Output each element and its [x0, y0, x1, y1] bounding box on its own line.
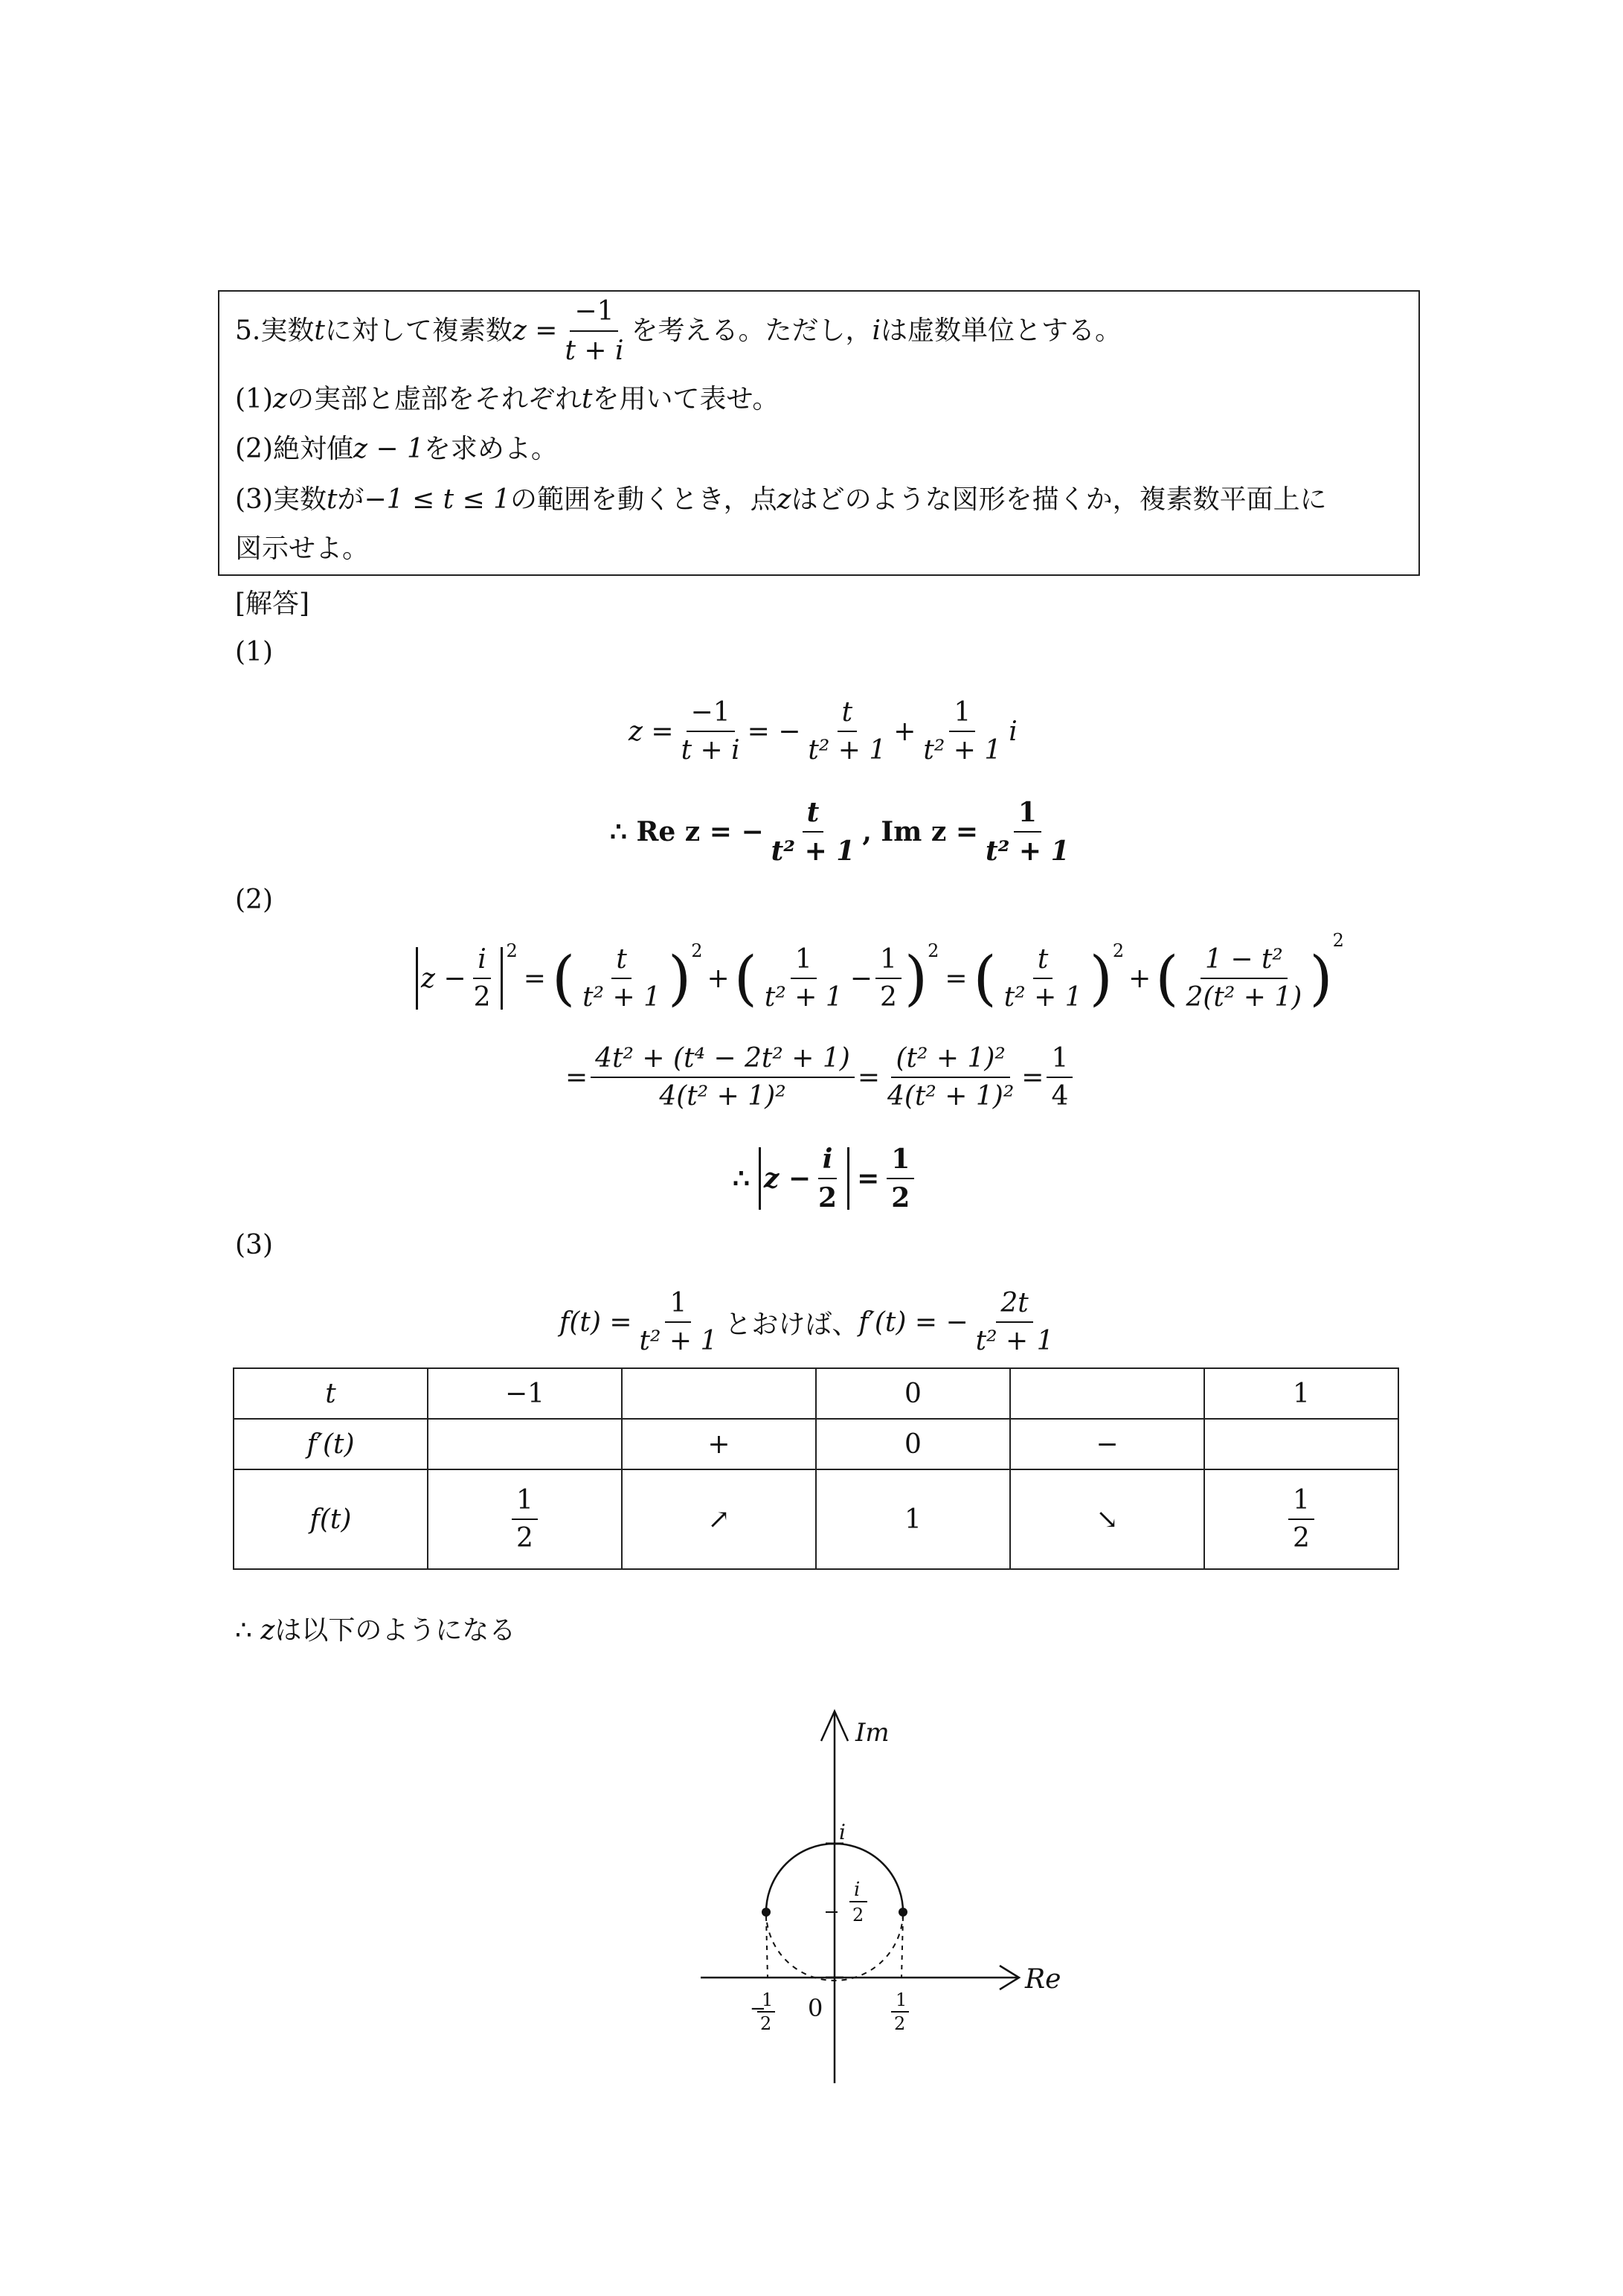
- table-cell: f′(t): [234, 1419, 428, 1469]
- fraction-denominator: 2: [879, 982, 897, 1013]
- part3-conclusion: [235, 1614, 515, 1646]
- fraction-numerator: (t² + 1)²: [891, 1043, 1009, 1078]
- table-cell: [428, 1469, 622, 1569]
- question-expr: z − 1: [353, 434, 424, 464]
- eq-lhs: f(t) =: [559, 1306, 632, 1338]
- fraction-denominator: 4(t² + 1)²: [887, 1081, 1015, 1112]
- eq-text: とおけば、: [724, 1309, 859, 1340]
- problem-number: 5.: [235, 315, 261, 347]
- var-t: t: [327, 484, 338, 515]
- question-text: を求めよ。: [423, 434, 558, 464]
- fraction: [1047, 1043, 1073, 1112]
- eq-operator: +: [1128, 963, 1151, 994]
- complex-plane-figure: [669, 1696, 1086, 2098]
- question-3-cont: [235, 533, 369, 565]
- label-neg-half-den: 2: [760, 2013, 772, 2034]
- part1-equation: [629, 690, 1018, 772]
- fraction-denominator: 4: [1051, 1081, 1069, 1112]
- fraction-denominator: t² + 1: [582, 982, 661, 1013]
- label-neg-half-num: 1: [762, 1989, 774, 2010]
- eq-operator: = −: [747, 716, 801, 747]
- fraction: [512, 1485, 538, 1553]
- fraction: [887, 1144, 914, 1213]
- answer-heading: [解答]: [235, 589, 310, 619]
- endpoint-dot: [762, 1908, 771, 1917]
- fraction-numerator: i: [818, 1144, 838, 1179]
- exponent: 2: [928, 940, 939, 961]
- question-2: [235, 433, 558, 465]
- table-row: [234, 1419, 1398, 1469]
- problem-text: 実数: [260, 315, 315, 347]
- abs-bar: [416, 947, 418, 1010]
- therefore-sign: ∴: [235, 1615, 252, 1646]
- conclusion-text: は以下のようになる: [274, 1615, 516, 1646]
- eq-operator: =: [1021, 1062, 1044, 1093]
- fraction: [803, 697, 890, 766]
- therefore-sign: ∴: [733, 1163, 750, 1194]
- label-i-half-num: i: [854, 1879, 861, 1901]
- label-pos-half-num: 1: [896, 1989, 907, 2010]
- table-cell-increasing-arrow: ↗: [622, 1469, 816, 1569]
- result-lhs: ∴ Re z = −: [610, 816, 764, 847]
- question-text: の範囲を動くとき，点: [510, 484, 777, 515]
- eq-operator: −: [849, 963, 872, 994]
- fraction-denominator: 2: [1293, 1523, 1310, 1553]
- exponent: 2: [691, 940, 703, 961]
- var-z-eq: z =: [512, 315, 558, 347]
- fraction-numerator: 4t² + (t⁴ − 2t² + 1): [591, 1043, 855, 1078]
- paren-close: ): [1309, 943, 1333, 1013]
- eq-term: z −: [421, 963, 466, 994]
- fraction: [760, 944, 847, 1013]
- question-1: [235, 383, 779, 415]
- fraction: [971, 1288, 1058, 1356]
- table-cell: [428, 1419, 622, 1469]
- var-t: t: [581, 384, 593, 414]
- fraction-numerator: −1: [570, 295, 618, 332]
- table-cell: 0: [816, 1368, 1010, 1419]
- abs-bar: [501, 947, 503, 1010]
- fraction-numerator: t: [1033, 944, 1052, 979]
- eq-operator: =: [523, 963, 546, 994]
- variation-table: [233, 1367, 1399, 1570]
- var-i: i: [1009, 716, 1018, 747]
- question-text: の実部と虚部をそれぞれ: [286, 384, 582, 414]
- exponent: 2: [506, 940, 518, 961]
- fraction-numerator: 1: [1014, 797, 1041, 833]
- fraction-denominator: t² + 1: [808, 735, 887, 766]
- part3-label: (3): [235, 1230, 273, 1260]
- fraction: [814, 1144, 841, 1213]
- paren-close: ): [668, 943, 692, 1013]
- fraction-numerator: 1: [949, 697, 975, 732]
- fraction-numerator: 1: [791, 944, 817, 979]
- endpoint-dot: [899, 1908, 907, 1917]
- paren-close: ): [1089, 943, 1113, 1013]
- axis-label-im: Im: [855, 1718, 890, 1748]
- label-neg-sign: −: [750, 1998, 766, 2020]
- question-text: が: [337, 484, 364, 515]
- fraction: [875, 944, 902, 1013]
- fraction: [919, 697, 1006, 766]
- fraction: [677, 697, 745, 766]
- part2-label: (2): [235, 885, 273, 915]
- fraction: [883, 1043, 1018, 1112]
- eq-operator: =: [565, 1062, 588, 1093]
- fraction-denominator: 2: [891, 1182, 910, 1213]
- table-row: [234, 1469, 1398, 1569]
- eq-term: z −: [763, 1163, 812, 1194]
- label-origin: 0: [808, 1994, 823, 2022]
- fraction-denominator: 2: [473, 982, 491, 1013]
- problem-text: に対して複素数: [324, 315, 512, 347]
- part2-line1: [413, 930, 1344, 1027]
- fraction: [578, 944, 665, 1013]
- question-text: を用いて表せ。: [592, 384, 780, 414]
- fraction-denominator: 4(t² + 1)²: [659, 1081, 786, 1112]
- fraction-numerator: 1: [512, 1485, 538, 1520]
- problem-text: を考える。ただし，: [631, 315, 872, 347]
- var-z: z: [260, 1615, 275, 1646]
- paren-open: (: [1155, 943, 1179, 1013]
- eq-operator: +: [707, 963, 730, 994]
- abs-bar: [759, 1147, 761, 1210]
- fraction-denominator: 2(t² + 1): [1186, 982, 1302, 1013]
- table-cell: [1204, 1469, 1398, 1569]
- fraction: [1181, 944, 1306, 1013]
- paren-open: (: [733, 943, 757, 1013]
- fraction-numerator: 2t: [996, 1288, 1032, 1323]
- fraction: [1288, 1485, 1314, 1553]
- fraction: [635, 1288, 722, 1356]
- fraction-numerator: 1: [1288, 1485, 1314, 1520]
- question-range: −1 ≤ t ≤ 1: [364, 484, 511, 515]
- question-text: はどのような図形を描くか，複素数平面上に: [791, 484, 1327, 515]
- table-cell: [622, 1368, 816, 1419]
- table-row: [234, 1368, 1398, 1419]
- eq-operator: =: [857, 1062, 880, 1093]
- part1-result: [610, 790, 1077, 873]
- fraction-denominator: 2: [818, 1182, 838, 1213]
- fraction-numerator: 1: [875, 944, 902, 979]
- table-cell: −: [1010, 1419, 1204, 1469]
- table-cell: −1: [428, 1368, 622, 1419]
- var-z: z: [777, 484, 791, 515]
- fraction-numerator: 1: [665, 1288, 691, 1323]
- fraction: [767, 797, 860, 867]
- fraction-denominator: t² + 1: [1003, 982, 1082, 1013]
- paren-open: (: [551, 943, 576, 1013]
- fraction: [469, 944, 495, 1013]
- problem-text: は虚数単位とする。: [881, 315, 1122, 347]
- question-text: (3)実数: [235, 484, 327, 515]
- fraction-numerator: t: [838, 697, 857, 732]
- fraction: [1000, 944, 1087, 1013]
- fraction-numerator: −1: [687, 697, 735, 732]
- fraction-numerator: t: [611, 944, 631, 979]
- question-text: 図示せよ。: [235, 533, 370, 564]
- question-3: [235, 484, 1327, 516]
- table-cell: [1204, 1419, 1398, 1469]
- eq-operator: =: [857, 1163, 880, 1194]
- fraction-denominator: t² + 1: [986, 836, 1070, 867]
- part2-line2: [565, 1036, 1076, 1119]
- question-label: (1): [235, 384, 273, 414]
- abs-bar: [847, 1147, 849, 1210]
- fraction-numerator: 1: [887, 1144, 914, 1179]
- part3-function: [559, 1281, 1061, 1363]
- label-i-half-den: 2: [852, 1905, 864, 1925]
- fraction-numerator: t: [803, 797, 824, 833]
- axis-label-re: Re: [1025, 1964, 1061, 1995]
- table-cell: f(t): [234, 1469, 428, 1569]
- result-mid: , Im z =: [862, 816, 978, 847]
- eq-operator: =: [945, 963, 968, 994]
- table-cell: [1010, 1368, 1204, 1419]
- table-cell: +: [622, 1419, 816, 1469]
- fraction-numerator: 1 − t²: [1201, 944, 1288, 979]
- fraction: [981, 797, 1074, 867]
- var-i: i: [872, 315, 881, 347]
- z-definition-fraction: [560, 295, 628, 367]
- part2-result: [733, 1137, 917, 1220]
- paren-close: ): [904, 943, 928, 1013]
- problem-statement: [235, 295, 1122, 366]
- var-t: t: [314, 315, 325, 347]
- fraction-denominator: t + i: [681, 735, 740, 766]
- table-cell: 0: [816, 1419, 1010, 1469]
- fraction-denominator: t² + 1: [923, 735, 1002, 766]
- fraction-denominator: t + i: [565, 336, 624, 366]
- exponent: 2: [1332, 930, 1344, 951]
- table-cell-decreasing-arrow: ↘: [1010, 1469, 1204, 1569]
- question-text: (2)絶対値: [235, 434, 353, 464]
- fraction-numerator: 1: [1047, 1043, 1073, 1078]
- exponent: 2: [1112, 940, 1125, 961]
- fraction-denominator: t² + 1: [975, 1326, 1054, 1356]
- eq-lhs: f′(t) = −: [858, 1306, 968, 1338]
- label-i: i: [839, 1820, 846, 1844]
- table-cell: 1: [1204, 1368, 1398, 1419]
- eq-operator: +: [893, 716, 916, 747]
- fraction-denominator: 2: [516, 1523, 533, 1553]
- table-cell: 1: [816, 1469, 1010, 1569]
- var-z: z: [273, 384, 287, 414]
- label-pos-half-den: 2: [894, 2013, 906, 2034]
- fraction: [591, 1043, 855, 1112]
- table-cell: t: [234, 1368, 428, 1419]
- part1-label: (1): [235, 637, 273, 667]
- fraction-denominator: t² + 1: [771, 836, 855, 867]
- fraction-denominator: t² + 1: [764, 982, 843, 1013]
- fraction-denominator: t² + 1: [639, 1326, 718, 1356]
- eq-lhs: z =: [629, 716, 674, 747]
- paren-open: (: [973, 943, 997, 1013]
- fraction-numerator: i: [473, 944, 491, 979]
